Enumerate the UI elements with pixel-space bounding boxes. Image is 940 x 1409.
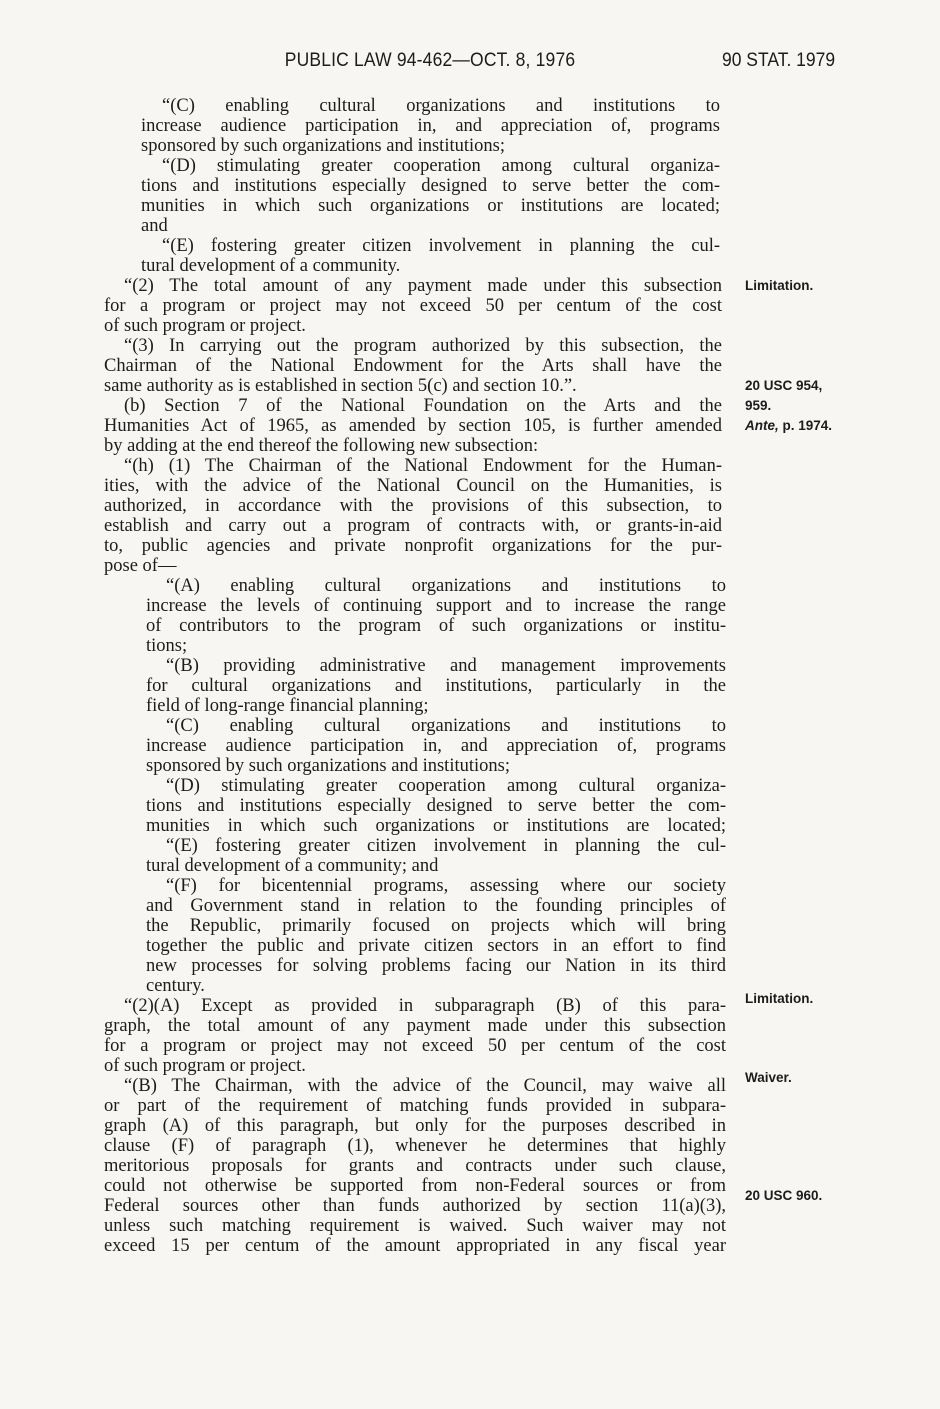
text-line: meritorious proposals for grants and contracts under such clause, (104, 1156, 726, 1176)
text-line: sponsored by such organizations and institutions; (141, 136, 505, 156)
text-line: “(E) fostering greater citizen involvement in planning the cul- (162, 236, 720, 256)
text-line: of contributors to the program of such organizations or institu- (146, 616, 726, 636)
text-line: tions and institutions especially designed to serve better the com- (141, 176, 720, 196)
text-line: to, public agencies and private nonprofit organizations for the pur- (104, 536, 722, 556)
text-line: pose of— (104, 556, 177, 576)
text-line: increase audience participation in, and appreciation of, programs (141, 116, 720, 136)
text-line: “(3) In carrying out the program authorized by this subsection, the (124, 336, 722, 356)
text-line: century. (146, 976, 205, 996)
text-line: Chairman of the National Endowment for the Arts shall have the (104, 356, 722, 376)
margin-note: 20 USC 960. (745, 1188, 823, 1203)
text-line: increase the levels of continuing support and to increase the range (146, 596, 726, 616)
text-line: ities, with the advice of the National Council on the Humanities, is (104, 476, 722, 496)
text-line: (b) Section 7 of the National Foundation on the Arts and the (124, 396, 722, 416)
text-line: establish and carry out a program of contracts with, or grants-in-aid (104, 516, 722, 536)
text-line: “(B) providing administrative and management improvements (166, 656, 726, 676)
text-line: Federal sources other than funds authorized by section 11(a)(3), (104, 1196, 726, 1216)
text-line: “(E) fostering greater citizen involvement in planning the cul- (166, 836, 726, 856)
text-line: “(C) enabling cultural organizations and institutions to (166, 716, 726, 736)
text-line: the Republic, primarily focused on projects which will bring (146, 916, 726, 936)
margin-note: Ante, p. 1974. (745, 418, 833, 433)
text-line: or part of the requirement of matching funds provided in subpara- (104, 1096, 726, 1116)
text-line: tions; (146, 636, 188, 656)
margin-note: Limitation. (745, 278, 814, 293)
text-line: munities in which such organizations or institutions are located; (141, 196, 720, 216)
text-line: Humanities Act of 1965, as amended by section 105, is further amended (104, 416, 722, 436)
text-line: graph (A) of this paragraph, but only for the purposes described in (104, 1116, 726, 1136)
running-header-title: PUBLIC LAW 94-462—OCT. 8, 1976 (284, 50, 576, 71)
margin-note: 959. (745, 398, 772, 413)
text-line: “(A) enabling cultural organizations and institutions to (166, 576, 726, 596)
text-line: exceed 15 per centum of the amount appropriated in any fiscal year (104, 1236, 726, 1256)
text-line: could not otherwise be supported from non-Federal sources or from (104, 1176, 726, 1196)
text-line: by adding at the end thereof the following new subsection: (104, 436, 539, 456)
text-line: for cultural organizations and institutions, particularly in the (146, 676, 726, 696)
margin-note: Waiver. (745, 1070, 792, 1085)
text-line: together the public and private citizen sectors in an effort to find (146, 936, 726, 956)
text-line: “(h) (1) The Chairman of the National Endowment for the Human- (124, 456, 722, 476)
text-line: new processes for solving problems facing our Nation in its third (146, 956, 726, 976)
text-line: for a program or project may not exceed 50 per centum of the cost (104, 1036, 726, 1056)
text-line: “(2)(A) Except as provided in subparagraph (B) of this para- (124, 996, 726, 1016)
text-line: field of long-range financial planning; (146, 696, 429, 716)
text-line: “(F) for bicentennial programs, assessing where our society (166, 876, 726, 896)
text-line: “(D) stimulating greater cooperation among cultural organiza- (166, 776, 726, 796)
text-line: same authority as is established in section 5(c) and section 10.”. (104, 376, 577, 396)
text-line: “(D) stimulating greater cooperation among cultural organiza- (162, 156, 720, 176)
margin-note: Limitation. (745, 991, 814, 1006)
text-line: “(B) The Chairman, with the advice of the Council, may waive all (124, 1076, 726, 1096)
text-line: munities in which such organizations or institutions are located; (146, 816, 726, 836)
text-line: tural development of a community. (141, 256, 401, 276)
text-line: and Government stand in relation to the founding principles of (146, 896, 726, 916)
text-line: of such program or project. (104, 316, 306, 336)
text-line: for a program or project may not exceed 50 per centum of the cost (104, 296, 722, 316)
text-line: unless such matching requirement is waived. Such waiver may not (104, 1216, 726, 1236)
text-line: clause (F) of paragraph (1), whenever he determines that highly (104, 1136, 726, 1156)
text-line: and (141, 216, 168, 236)
text-line: sponsored by such organizations and institutions; (146, 756, 510, 776)
text-line: tions and institutions especially designed to serve better the com- (146, 796, 726, 816)
margin-note: 20 USC 954, (745, 378, 823, 393)
text-line: of such program or project. (104, 1056, 306, 1076)
text-line: graph, the total amount of any payment made under this subsection (104, 1016, 726, 1036)
page-reference: 90 STAT. 1979 (722, 50, 836, 71)
text-line: “(2) The total amount of any payment made under this subsection (124, 276, 722, 296)
text-line: “(C) enabling cultural organizations and institutions to (162, 96, 720, 116)
text-line: authorized, in accordance with the provisions of this subsection, to (104, 496, 722, 516)
text-line: tural development of a community; and (146, 856, 439, 876)
text-line: increase audience participation in, and appreciation of, programs (146, 736, 726, 756)
